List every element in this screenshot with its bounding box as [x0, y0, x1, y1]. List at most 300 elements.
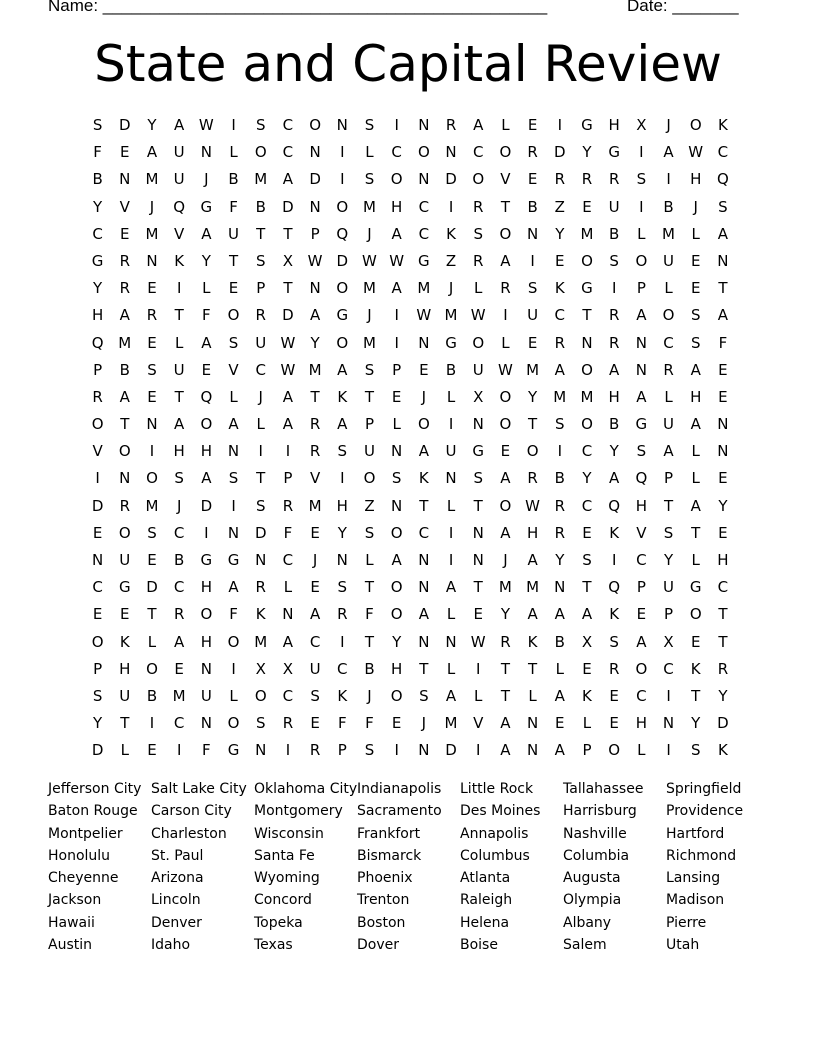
- grid-letter: K: [690, 659, 701, 678]
- word-bank-item: Hawaii: [48, 914, 95, 931]
- grid-letter: K: [119, 632, 130, 651]
- grid-letter: H: [200, 442, 212, 461]
- grid-letter: D: [445, 170, 457, 189]
- grid-letter: V: [309, 469, 321, 488]
- grid-letter: S: [364, 741, 375, 760]
- grid-row: [84, 547, 737, 574]
- grid-letter: C: [391, 143, 402, 162]
- grid-letter: A: [609, 360, 620, 379]
- grid-letter: M: [444, 306, 458, 325]
- word-bank-item: Madison: [666, 892, 725, 909]
- grid-letter: T: [256, 224, 266, 243]
- grid-letter: T: [174, 306, 184, 325]
- grid-letter: F: [93, 143, 102, 162]
- grid-letter: R: [255, 578, 266, 597]
- grid-letter: I: [394, 333, 399, 352]
- grid-letter: O: [581, 415, 593, 434]
- grid-letter: L: [446, 387, 456, 406]
- grid-letter: S: [663, 523, 674, 542]
- grid-letter: B: [554, 632, 565, 651]
- grid-letter: A: [500, 469, 511, 488]
- grid-letter: W: [389, 251, 405, 270]
- grid-letter: A: [554, 605, 565, 624]
- grid-letter: A: [445, 686, 457, 705]
- grid-letter: M: [580, 387, 594, 406]
- grid-letter: N: [146, 251, 158, 270]
- grid-letter: F: [229, 197, 238, 216]
- grid-letter: V: [174, 224, 185, 243]
- grid-letter: T: [473, 496, 483, 515]
- grid-letter: R: [119, 251, 130, 270]
- grid-letter: B: [228, 170, 239, 189]
- page-title: State and Capital Review: [94, 35, 722, 93]
- grid-letter: L: [202, 279, 211, 298]
- grid-letter: X: [636, 116, 647, 134]
- grid-letter: V: [636, 523, 647, 542]
- word-bank-item: St. Paul: [151, 847, 204, 864]
- grid-letter: E: [419, 360, 429, 379]
- grid-letter: T: [174, 387, 184, 406]
- grid-letter: N: [418, 551, 430, 569]
- grid-letter: M: [553, 387, 567, 406]
- grid-letter: T: [663, 496, 674, 515]
- grid-letter: L: [501, 333, 510, 352]
- grid-row: [84, 248, 737, 275]
- grid-letter: D: [336, 251, 349, 270]
- word-bank-item: Albany: [563, 914, 612, 931]
- grid-letter: U: [309, 659, 321, 678]
- grid-letter: H: [91, 306, 104, 325]
- word-bank-item: Wisconsin: [254, 825, 324, 842]
- grid-letter: E: [391, 714, 402, 733]
- grid-letter: B: [445, 360, 457, 379]
- grid-letter: W: [280, 360, 296, 379]
- grid-letter: R: [309, 442, 321, 461]
- word-bank-item: Trenton: [357, 892, 410, 909]
- grid-letter: T: [528, 659, 538, 678]
- grid-letter: N: [255, 741, 267, 760]
- grid-letter: W: [497, 360, 513, 379]
- grid-letter: Z: [364, 496, 375, 515]
- grid-letter: R: [554, 170, 565, 189]
- grid-letter: I: [258, 442, 263, 461]
- grid-letter: N: [200, 714, 212, 733]
- grid-letter: Z: [554, 197, 565, 216]
- grid-letter: Y: [718, 496, 728, 515]
- grid-letter: M: [308, 360, 322, 379]
- grid-letter: Y: [201, 251, 211, 270]
- grid-letter: N: [309, 143, 321, 162]
- grid-letter: N: [554, 578, 566, 597]
- grid-letter: W: [307, 251, 323, 270]
- grid-row: [84, 683, 737, 710]
- grid-row: [84, 493, 737, 520]
- grid-letter: C: [255, 360, 266, 379]
- grid-letter: L: [691, 551, 700, 569]
- grid-letter: X: [473, 387, 484, 406]
- grid-letter: A: [228, 578, 239, 597]
- grid-letter: Q: [717, 170, 729, 189]
- grid-letter: H: [200, 632, 212, 651]
- grid-letter: O: [118, 442, 131, 461]
- grid-letter: O: [146, 469, 158, 488]
- grid-letter: M: [145, 224, 159, 243]
- word-bank-item: Jefferson City: [48, 781, 142, 797]
- grid-letter: R: [608, 170, 620, 189]
- grid-letter: V: [473, 714, 484, 733]
- grid-letter: G: [91, 251, 104, 270]
- grid-letter: T: [500, 659, 510, 678]
- grid-row: [84, 629, 737, 656]
- grid-letter: S: [255, 116, 266, 134]
- grid-letter: O: [309, 116, 321, 134]
- grid-letter: I: [149, 714, 155, 733]
- grid-letter: A: [500, 251, 511, 270]
- grid-letter: K: [717, 116, 728, 134]
- grid-letter: I: [340, 143, 345, 162]
- grid-letter: G: [689, 578, 702, 597]
- grid-letter: O: [581, 251, 593, 270]
- grid-letter: R: [581, 170, 593, 189]
- grid-letter: Y: [337, 523, 347, 542]
- grid-letter: E: [228, 279, 239, 298]
- grid-letter: S: [636, 170, 647, 189]
- grid-row: [84, 302, 737, 329]
- grid-letter: P: [256, 279, 266, 298]
- grid-letter: U: [228, 224, 240, 243]
- grid-letter: E: [690, 251, 701, 270]
- grid-letter: M: [498, 578, 512, 597]
- word-bank-item: Des Moines: [460, 803, 541, 820]
- grid-letter: M: [172, 686, 186, 705]
- grid-letter: E: [92, 523, 103, 542]
- grid-letter: N: [635, 360, 647, 379]
- grid-letter: B: [527, 197, 538, 216]
- word-search-grid: [84, 112, 737, 765]
- grid-letter: O: [200, 605, 213, 624]
- word-bank-item: Dover: [357, 937, 399, 954]
- grid-letter: K: [255, 605, 266, 624]
- grid-letter: L: [365, 143, 374, 162]
- grid-letter: E: [310, 523, 320, 542]
- grid-letter: A: [527, 551, 538, 569]
- grid-letter: F: [718, 333, 728, 352]
- grid-letter: A: [663, 442, 674, 461]
- grid-letter: I: [394, 306, 399, 325]
- grid-row: [84, 194, 737, 221]
- grid-letter: D: [119, 116, 131, 134]
- grid-letter: M: [362, 279, 376, 298]
- grid-letter: N: [526, 714, 539, 733]
- grid-letter: C: [309, 632, 321, 651]
- grid-letter: S: [174, 469, 184, 488]
- grid-letter: L: [229, 686, 238, 705]
- date-field-label: Date: _______: [627, 0, 739, 15]
- grid-letter: S: [609, 632, 619, 651]
- word-bank-item: Olympia: [563, 892, 622, 909]
- grid-letter: X: [663, 632, 674, 651]
- word-bank-item: Indianapolis: [357, 781, 442, 797]
- grid-row: [84, 411, 737, 438]
- grid-letter: M: [362, 197, 376, 216]
- grid-letter: G: [635, 415, 648, 434]
- word-bank-item: Pierre: [666, 914, 707, 931]
- grid-letter: L: [555, 659, 564, 678]
- grid-letter: D: [554, 143, 566, 162]
- grid-letter: N: [119, 469, 131, 488]
- grid-letter: K: [337, 387, 348, 406]
- grid-letter: L: [392, 415, 401, 434]
- grid-letter: Q: [608, 496, 621, 515]
- grid-letter: A: [554, 686, 565, 705]
- grid-letter: O: [91, 632, 104, 651]
- grid-letter: A: [337, 360, 348, 379]
- word-bank-item: Concord: [254, 892, 312, 909]
- grid-letter: I: [176, 279, 182, 298]
- grid-letter: W: [470, 632, 486, 651]
- grid-letter: A: [636, 387, 647, 406]
- grid-letter: G: [118, 578, 131, 597]
- word-bank-item: Salem: [563, 937, 607, 954]
- grid-letter: B: [364, 659, 375, 678]
- header-line: [48, 0, 748, 18]
- grid-letter: E: [201, 360, 212, 379]
- word-bank-item: Texas: [254, 937, 293, 954]
- grid-letter: O: [390, 523, 403, 542]
- grid-letter: E: [147, 741, 157, 760]
- grid-letter: S: [92, 116, 103, 134]
- grid-letter: O: [635, 251, 648, 270]
- word-bank-item: Springfield: [666, 781, 742, 797]
- grid-letter: B: [663, 197, 674, 216]
- grid-letter: M: [362, 333, 376, 352]
- word-bank-item: Cheyenne: [48, 870, 119, 887]
- grid-letter: N: [418, 170, 430, 189]
- grid-letter: B: [255, 197, 266, 216]
- grid-letter: P: [337, 741, 347, 760]
- grid-letter: S: [228, 469, 239, 488]
- grid-letter: T: [691, 523, 701, 542]
- grid-row: [84, 710, 737, 737]
- grid-letter: N: [635, 333, 647, 352]
- grid-letter: E: [120, 224, 130, 243]
- grid-letter: N: [418, 116, 430, 134]
- grid-letter: N: [309, 279, 321, 298]
- grid-letter: U: [663, 251, 675, 270]
- grid-letter: F: [365, 605, 374, 624]
- grid-letter: L: [365, 551, 374, 569]
- grid-letter: A: [527, 605, 538, 624]
- word-bank-item: Atlanta: [460, 870, 511, 887]
- grid-letter: E: [690, 279, 701, 298]
- grid-letter: H: [391, 197, 403, 216]
- grid-letter: S: [147, 523, 157, 542]
- grid-letter: C: [282, 143, 294, 162]
- grid-row: [84, 737, 737, 764]
- grid-letter: M: [526, 360, 540, 379]
- grid-letter: K: [609, 605, 620, 624]
- grid-letter: H: [119, 659, 131, 678]
- grid-letter: I: [611, 279, 617, 298]
- grid-letter: T: [283, 279, 293, 298]
- grid-letter: E: [147, 333, 157, 352]
- grid-letter: N: [472, 415, 484, 434]
- grid-letter: J: [176, 496, 182, 515]
- grid-letter: N: [526, 741, 539, 760]
- grid-letter: D: [445, 741, 457, 760]
- grid-letter: I: [448, 551, 454, 569]
- grid-letter: G: [200, 197, 213, 216]
- grid-letter: U: [173, 360, 185, 379]
- grid-letter: V: [228, 360, 239, 379]
- grid-letter: C: [282, 551, 294, 569]
- grid-letter: J: [367, 306, 372, 325]
- grid-letter: Q: [200, 387, 213, 406]
- grid-letter: I: [530, 251, 535, 270]
- grid-letter: I: [340, 469, 345, 488]
- grid-letter: I: [639, 143, 644, 162]
- grid-letter: L: [283, 578, 293, 597]
- grid-letter: D: [717, 714, 729, 733]
- grid-letter: D: [282, 197, 294, 216]
- grid-letter: E: [527, 116, 538, 134]
- grid-letter: E: [582, 197, 592, 216]
- grid-letter: G: [581, 279, 593, 298]
- grid-letter: J: [693, 197, 698, 216]
- grid-letter: H: [526, 523, 539, 542]
- grid-letter: N: [717, 442, 729, 461]
- grid-letter: L: [637, 224, 646, 243]
- grid-letter: D: [146, 578, 158, 597]
- grid-letter: C: [173, 578, 185, 597]
- name-field-label: Name: _______________________________________________: [48, 0, 548, 15]
- grid-letter: A: [174, 632, 185, 651]
- grid-letter: S: [473, 224, 483, 243]
- grid-letter: F: [202, 306, 211, 325]
- grid-letter: N: [119, 170, 131, 189]
- grid-letter: M: [145, 170, 159, 189]
- grid-letter: W: [688, 143, 704, 162]
- grid-letter: L: [664, 279, 673, 298]
- grid-letter: S: [609, 251, 619, 270]
- grid-letter: D: [91, 741, 104, 760]
- grid-letter: O: [390, 686, 403, 705]
- grid-letter: S: [582, 551, 592, 569]
- grid-letter: O: [336, 279, 349, 298]
- grid-letter: D: [91, 496, 104, 515]
- grid-letter: K: [337, 686, 348, 705]
- grid-letter: N: [91, 551, 104, 569]
- grid-letter: C: [173, 523, 185, 542]
- grid-letter: N: [200, 143, 212, 162]
- grid-letter: E: [147, 387, 157, 406]
- grid-letter: E: [120, 605, 130, 624]
- grid-letter: U: [119, 551, 131, 569]
- grid-letter: A: [609, 469, 620, 488]
- grid-letter: K: [554, 279, 565, 298]
- word-bank-item: Helena: [460, 914, 510, 931]
- grid-letter: I: [231, 496, 236, 515]
- grid-letter: C: [472, 143, 484, 162]
- grid-row: [84, 166, 737, 193]
- grid-letter: M: [662, 224, 675, 243]
- grid-letter: I: [476, 741, 481, 760]
- grid-letter: O: [336, 333, 349, 352]
- grid-letter: E: [555, 714, 565, 733]
- grid-letter: N: [309, 197, 321, 216]
- word-bank-item: Idaho: [151, 937, 191, 954]
- grid-letter: H: [336, 496, 348, 515]
- grid-letter: H: [690, 387, 702, 406]
- grid-letter: K: [609, 523, 620, 542]
- word-bank-item: Tallahassee: [563, 781, 644, 797]
- grid-letter: C: [581, 496, 593, 515]
- grid-letter: E: [718, 523, 728, 542]
- grid-letter: T: [691, 686, 701, 705]
- grid-letter: T: [582, 578, 592, 597]
- grid-letter: H: [608, 387, 620, 406]
- grid-letter: R: [473, 197, 484, 216]
- word-bank-item: Hartford: [666, 825, 725, 842]
- grid-letter: S: [364, 116, 375, 134]
- grid-letter: A: [146, 143, 158, 162]
- grid-letter: P: [664, 469, 674, 488]
- grid-letter: A: [500, 714, 511, 733]
- word-bank-item: Austin: [48, 937, 92, 954]
- grid-letter: Y: [392, 632, 402, 651]
- grid-letter: U: [608, 197, 620, 216]
- grid-letter: R: [608, 659, 620, 678]
- grid-letter: H: [635, 496, 647, 515]
- grid-letter: J: [149, 197, 155, 216]
- grid-letter: O: [390, 170, 403, 189]
- grid-letter: U: [119, 686, 131, 705]
- grid-letter: O: [499, 143, 512, 162]
- grid-letter: G: [472, 442, 485, 461]
- grid-letter: E: [391, 387, 402, 406]
- word-bank-item: Oklahoma City: [254, 781, 358, 797]
- grid-letter: L: [256, 415, 265, 434]
- grid-letter: T: [582, 306, 592, 325]
- grid-letter: H: [635, 714, 647, 733]
- grid-letter: A: [554, 741, 565, 760]
- grid-letter: N: [581, 333, 593, 352]
- grid-letter: L: [147, 632, 157, 651]
- grid-letter: K: [446, 224, 456, 243]
- grid-letter: L: [446, 496, 456, 515]
- grid-letter: O: [635, 659, 648, 678]
- grid-letter: N: [445, 632, 457, 651]
- grid-letter: M: [145, 496, 159, 515]
- grid-letter: R: [282, 496, 294, 515]
- word-bank-item: Columbus: [460, 847, 530, 864]
- grid-letter: C: [418, 523, 430, 542]
- grid-letter: R: [663, 360, 674, 379]
- grid-letter: G: [445, 333, 457, 352]
- grid-letter: I: [639, 197, 644, 216]
- grid-letter: W: [416, 306, 432, 325]
- grid-row: [84, 139, 737, 166]
- grid-letter: R: [500, 632, 511, 651]
- grid-letter: O: [227, 306, 240, 325]
- grid-letter: O: [472, 170, 485, 189]
- grid-letter: S: [555, 415, 565, 434]
- word-bank-item: Boston: [357, 914, 406, 931]
- grid-letter: S: [337, 442, 348, 461]
- word-bank-item: Topeka: [254, 914, 303, 931]
- grid-letter: A: [581, 605, 593, 624]
- word-bank-item: Santa Fe: [254, 847, 315, 864]
